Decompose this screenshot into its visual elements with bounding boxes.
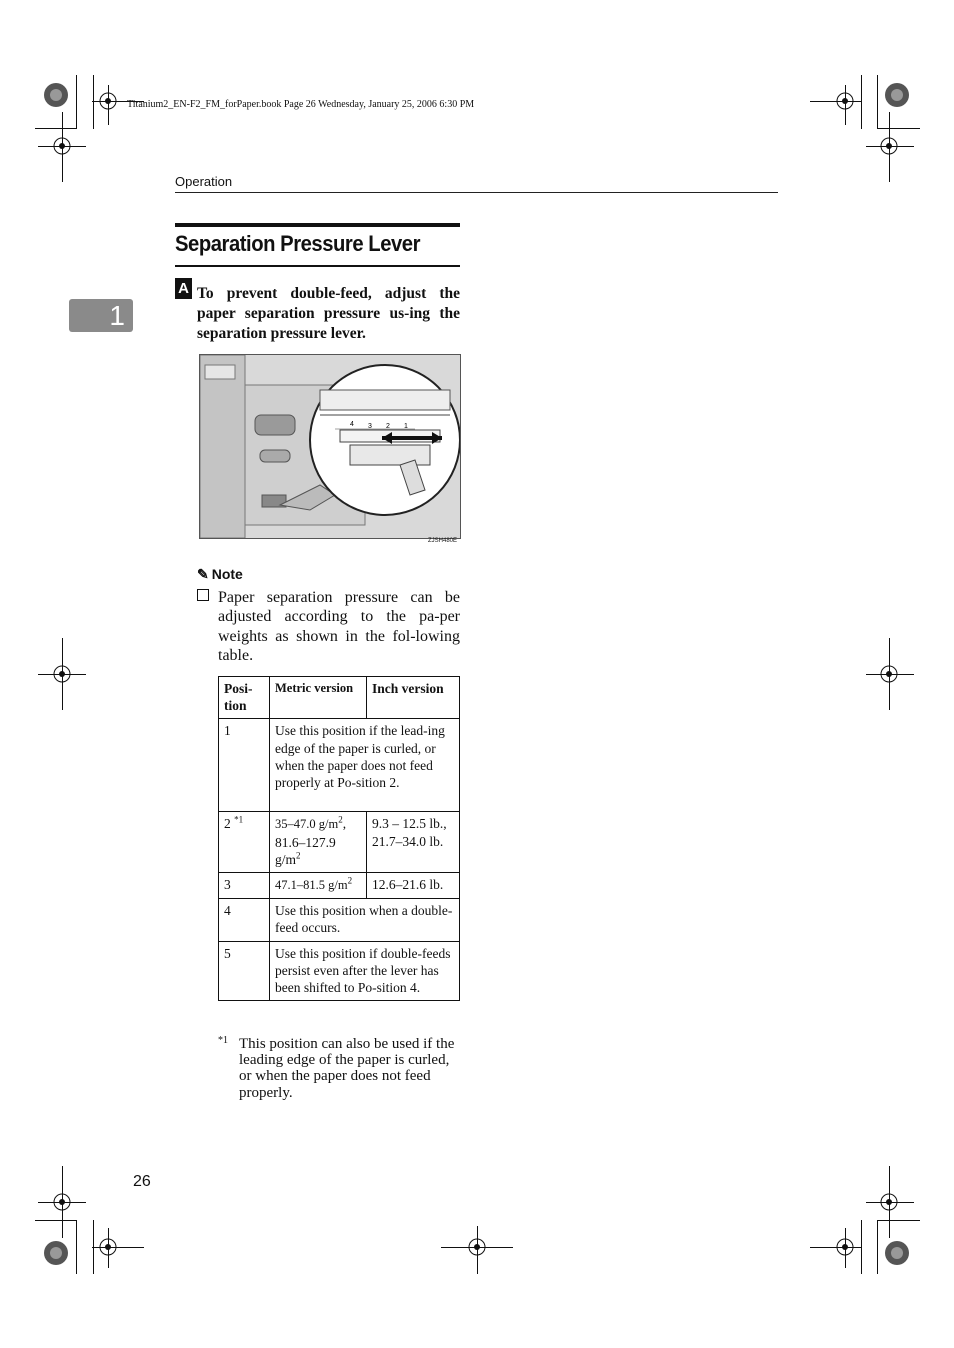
pencil-icon: ✎: [197, 566, 209, 582]
section-label: Operation: [175, 174, 233, 189]
note-item: [197, 588, 460, 664]
title-rule-bottom: [175, 265, 460, 267]
title-rule-top: [175, 223, 460, 227]
table-header-row: [219, 677, 460, 719]
superscript: 2: [338, 814, 343, 825]
scale-label-4: 4: [350, 421, 354, 428]
footnote-mark: *1: [218, 1035, 228, 1046]
figure-code: ZJSH480E: [428, 538, 458, 544]
header-metric: Metric version: [270, 677, 367, 719]
table-row: [219, 899, 460, 941]
metric-range: 47.1–81.5 g/m: [275, 878, 348, 893]
footnote-ref: *1: [234, 814, 244, 825]
scale-label-2: 2: [386, 423, 390, 430]
cell-position: 3: [219, 873, 270, 899]
page-number: 26: [133, 1173, 151, 1190]
cell-position: 4: [219, 899, 270, 941]
position-value: 2: [224, 816, 231, 832]
note-heading-text: Note: [211, 566, 243, 582]
step-number: A: [175, 278, 192, 299]
table-row: [219, 941, 460, 1001]
table-row: [219, 719, 460, 812]
table-row: [219, 812, 460, 873]
header-position: Posi-tion: [219, 677, 270, 719]
cell-inch: 9.3 – 12.5 lb., 21.7–34.0 lb.: [367, 812, 460, 873]
chapter-tab: [69, 299, 133, 332]
header-rule: [175, 192, 778, 193]
metric-range-a: 35–47.0 g/m: [275, 817, 339, 832]
superscript: 2: [296, 850, 301, 861]
cell-metric: [270, 812, 367, 873]
note-heading: [197, 566, 243, 583]
scale-label-1: 1: [404, 423, 408, 430]
cell-description: Use this position when a double-feed occurs.: [270, 899, 460, 941]
cell-position: 5: [219, 941, 270, 1001]
cell-position: 1: [219, 719, 270, 812]
scale-label-3: 3: [368, 423, 372, 430]
note-text: Paper separation pressure can be adjusted according to the pa-per weights as shown in the fol-lowing table.: [218, 589, 460, 664]
cell-inch: 12.6–21.6 lb.: [367, 873, 460, 899]
cell-metric: [270, 873, 367, 899]
machine-drawing: [200, 355, 460, 538]
checkbox-icon: [197, 589, 209, 601]
superscript: 2: [347, 875, 353, 886]
footnote-text: This position can also be used if the leading edge of the paper is curled, or when the paper does not feed properly.: [239, 1036, 455, 1101]
table-row: [219, 873, 460, 899]
step-instruction: To prevent double-feed, adjust the paper separation pressure us-ing the separation pressure lever.: [197, 285, 460, 342]
print-header: Titanium2_EN-F2_FM_forPaper.book Page 26 Wednesday, January 25, 2006 6:30 PM: [127, 99, 475, 110]
cell-description: Use this position if double-feeds persist even after the lever has been shifted to Po-sition 4.: [270, 941, 460, 1001]
header-inch: Inch version: [367, 677, 460, 719]
metric-range-b: , 81.6–127.9 g/m: [275, 816, 347, 867]
cell-position: [219, 812, 270, 873]
page-title: Separation Pressure Lever: [175, 231, 421, 256]
cell-description: Use this position if the lead-ing edge of the paper is curled, or when the paper does not feed properly at Po-sition 2.: [270, 719, 460, 812]
chapter-number: 1: [109, 300, 125, 331]
separation-lever-illustration: [199, 354, 461, 539]
pressure-table: [218, 676, 460, 1001]
